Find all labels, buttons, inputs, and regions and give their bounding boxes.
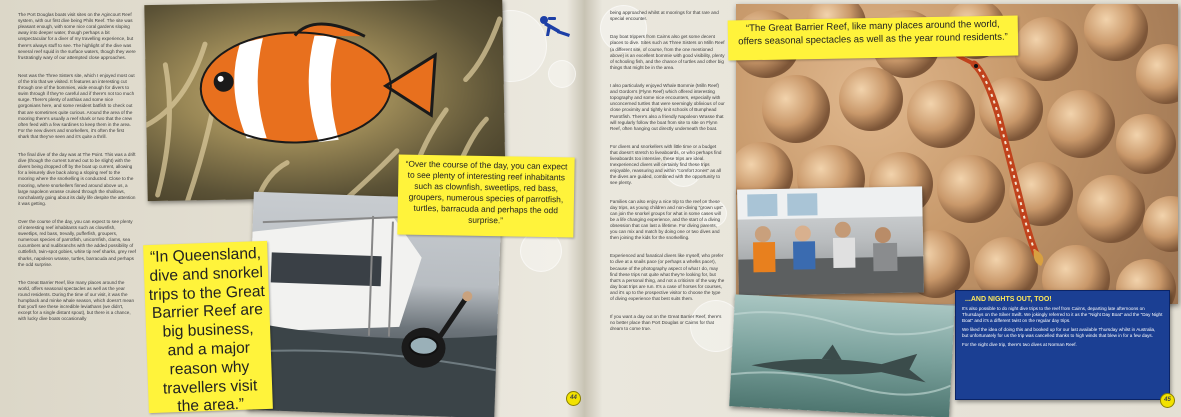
shark-photo	[729, 294, 955, 417]
pull-quote-top	[397, 154, 574, 237]
article-paragraph: Experienced and fanatical divers like myself, who prefer to dive at a snails pace (or perhaps a whelks pace!), because of the photography aspect of what I do, may find these trips not quite what they're looking for, but that's a personal thing, and not a criticism of the way the day boat trips are run. It's a case of horses for courses, and it's up to the prospective visitor to choose the type of diving experience that best suits them.	[610, 253, 725, 302]
article-paragraph: Day boat trippers from Cairns also get some decent places to dive. Sites such as Three Sisters on Milln Reef (a different site, of course, from the one mentioned above) is an excellent bommie with good visibility, plenty of schooling fish, and the chance of turtles and other big things that might be in the area.	[610, 34, 725, 70]
night-dive-sidebar	[955, 290, 1170, 400]
sidebar-paragraph: For the night dive trip, there's two dives at Norman Reef.	[962, 342, 1077, 347]
article-paragraph: The Port Douglas boats visit sites on the Agincourt Reef system, with our first dive being Phils Reef. The site was pleasant enough, with some nice coral gardens sloping away into deeper water, though perhaps a bit unspectacular for a diver of my travelling experience, but there's always stuff to see. The highlight of the dive was several reef squid in the surface waters, though they were frustratingly wary of our attempted close approaches.	[18, 12, 136, 60]
article-paragraph: being approached whilst at moorings for that rare and special encounter.	[610, 10, 719, 22]
shark-illustration	[729, 294, 955, 417]
passengers-illustration	[737, 186, 924, 295]
article-paragraph: I also particularly enjoyed Whale Bommie (Milln Reef) and Gordon's (Flynn Reef) which offered interesting topography and some nice encounters, especially with unconcerned turtles that were seemingly oblivious of our close proximity and tightly knit schools of Bumphead Parrotfish. There's also a friendly Napoleon Wrasse that will regularly follow the boat from site to site on Flynn Reef, often hanging out directly underneath the boat.	[610, 83, 725, 131]
bubble-decoration	[548, 60, 576, 88]
article-paragraph: Over the course of the day, you can expect to see plenty of interesting reef inhabitants such as clownfish, sweetlips, red bass, trevally, pufferfish, groupers, numerous species of parrotfish, unicornfish, clams, sea cucumbers and nudibranchs with the added possibility of cuttlefish, twin-spot gobies, white tip reef sharks, grey reef sharks, napoleon wrasse, turtles, barracuda and perhaps the odd surprise.	[18, 219, 136, 267]
passengers-photo	[737, 186, 924, 295]
article-paragraph: Families can also enjoy a nice trip to the reef on these day trips, as young children and non-diving "grown ups" can join the snorkel groups for what in some cases will be a life changing experience, and the start of a diving obsession that can last a lifetime. For diving parents, you can mix and match by doing one or two dives and then joining the kids for the snorkelling.	[610, 198, 724, 241]
article-paragraph: For divers and snorkellers with little time or a budget that doesn't stretch to liveaboards, or who perhaps find liveaboards too intensive, these trips are ideal. Inexperienced divers will certainly find these trips enjoyable, reassuring and within "comfort zones" as all the dives are guided, combined with the opportunity to see plenty.	[610, 143, 722, 186]
pull-quote-right	[728, 15, 1019, 60]
article-paragraph: Next was the Three Sisters site, which I enjoyed most out of the trio that we visited. It features an interesting cut through one of the bommies, wide enough for divers to swim through if they're careful and if there's not too much surge. There's plenty of anthias and some nice gorgonians here, and some resident batfish to check out that are sometimes quite curious. Around the area of the mooring there's usually a reef shark or two that the crew often feed with a few sardines to keep them in the area. For the new divers and snorkellers, it's often the first shark that they've seen and it's quite a thrill.	[18, 72, 135, 139]
sidebar-paragraph: We liked the idea of doing this and booked up for our last available Thursday whilst in Australia, but unfortunately for us the trip was cancelled thanks to high winds that blew in for a few days.	[962, 327, 1156, 338]
pull-quote-big-text: “In Queensland, dive and snorkel trips to the Great Barrier Reef are big business, and a major reason why travellers visit the area.”	[148, 245, 266, 416]
article-paragraph: The final dive of the day was at The Point. This was a drift dive (though the current turned out to be slight) with the divers being dropped off by the boat up current, allowing for a leisurely dive back along a sloping reef to the mooring where the snorkelling is conducted. Close to the mooring, where snorkellers finned around above us, a large napoleon wrasse cruised through the shallows, nonchalantly going about its daily life despite the attention it was getting.	[18, 152, 136, 206]
page-number-left: 44	[566, 391, 581, 406]
pull-quote-top-text: “Over the course of the day, you can expect to see plenty of interesting reef inhabitants such as clownfish, sweetlips, red bass, groupers, numerous species of parrotfish, turtles, barracuda and perhaps the odd surprise.”	[405, 158, 568, 226]
sidebar-paragraph: It's also possible to do night dive trips to the reef from Cairns, departing late afternoons on Thursdays on the Silver Swift. We jokingly referred to it as the "Night Day Boat" and the "Day Night Boat" and it's a different twist on the regular day trips.	[962, 306, 1163, 323]
article-paragraph: If you want a day out on the Great Barrier Reef, there's no better place than Port Douglas or Cairns for that dream to come true.	[610, 314, 722, 332]
article-paragraph: The Great Barrier Reef, like many places around the world, offers seasonal spectacles as well as the year round residents. During the time of our visit, it was the humpback and minke whale season, which doesn't mean that you'll see these incredible leviathans (we didn't, except for a single distant spout), but there is a chance, with lucky dive boats occasionally	[18, 279, 135, 322]
sidebar-title: ...AND NIGHTS OUT, TOO!	[965, 296, 1052, 303]
pull-quote-big	[143, 241, 273, 416]
right-article-column	[610, 4, 725, 412]
pull-quote-right-text: “The Great Barrier Reef, like many places around the world, offers seasonal spectacles as well as the year round residents.”	[738, 18, 1008, 47]
diver-icon	[536, 12, 572, 42]
page-number-right: 45	[1160, 393, 1175, 408]
left-article-column	[18, 6, 136, 411]
